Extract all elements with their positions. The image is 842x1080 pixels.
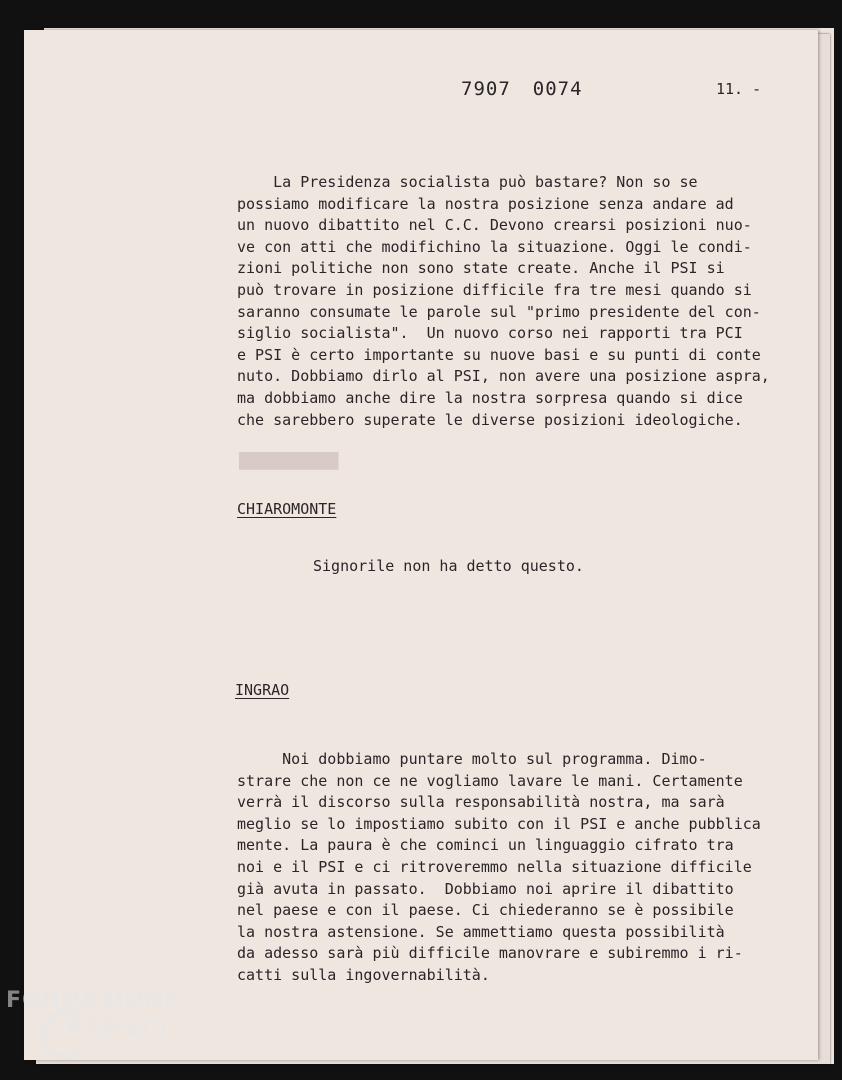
archive-watermark-logo [6,988,226,1078]
watermark-suffix: onlus [174,1046,201,1057]
text-line: già avuta in passato. Dobbiamo noi aprire il dibattito [237,879,734,898]
watermark-line: RAMSCI [66,1016,169,1041]
text-line: ma dobbiamo anche dire la nostra sorpresa quando si dice [237,388,743,407]
text-line: La Presidenza socialista può bastare? Non so se [237,173,698,191]
text-line: strare che non ce ne vogliamo lavare le mani. Certamente [237,771,743,790]
text-line: nuto. Dobbiamo dirlo al PSI, non avere una posizione aspra, [237,367,770,386]
text-line: meglio se lo impostiamo subito con il PSI e anche pubblica [237,814,761,833]
text-line: Noi dobbiamo puntare molto sul programma. Dimo- [237,750,707,768]
text-line: nel paese e con il paese. Ci chiederanno se è possibile [237,901,734,920]
bleed-through-text: ███████████ [239,452,339,470]
text-line: catti sulla ingovernabilità. [237,965,490,984]
text-line: siglio socialista". Un nuovo corso nei rapporti tra PCI [237,324,743,343]
text-line: che sarebbero superate le diverse posizioni ideologiche. [237,410,743,429]
text-line: noi e il PSI e ci ritroveremmo nella situazione difficile [237,857,752,876]
text-line: la nostra astensione. Se ammettiamo questa possibilità [237,922,725,941]
text-line: un nuovo dibattito nel C.C. Devono crearsi posizioni nuo- [237,216,752,235]
paragraph-text [237,749,761,987]
text-line: zioni politiche non sono state create. Anche il PSI si [237,259,725,278]
text-line: possiamo modificare la nostra posizione senza andare ad [237,194,734,213]
page-number: 11. - [716,80,762,98]
speaker-name: CHIAROMONTE [237,500,337,518]
document-number [461,78,605,100]
text-line: può trovare in posizione difficile fra tre mesi quando si [237,280,752,299]
paragraph-text [237,172,770,431]
document-number-left: 7907 [461,78,511,100]
text-line: ve con atti che modifichino la situazione. Oggi le condi- [237,237,752,256]
watermark-line: FONDAZIONE [6,988,180,1013]
speaker-name: INGRAO [235,681,290,699]
document-number-right: 0074 [532,78,583,100]
speaker-reply: Signorile non ha detto questo. [313,557,584,575]
text-line: da adesso sarà più difficile manovrare e subiremmo i ri- [237,944,743,963]
text-line: mente. La paura è che cominci un linguaggio cifrato tra [237,836,734,855]
document-page [24,30,818,1060]
text-line: verrà il discorso sulla responsabilità nostra, ma sarà [237,793,725,812]
text-line: saranno consumate le parole sul "primo presidente del con- [237,302,761,321]
text-line: e PSI è certo importante su nuove basi e su punti di conte [237,345,761,364]
